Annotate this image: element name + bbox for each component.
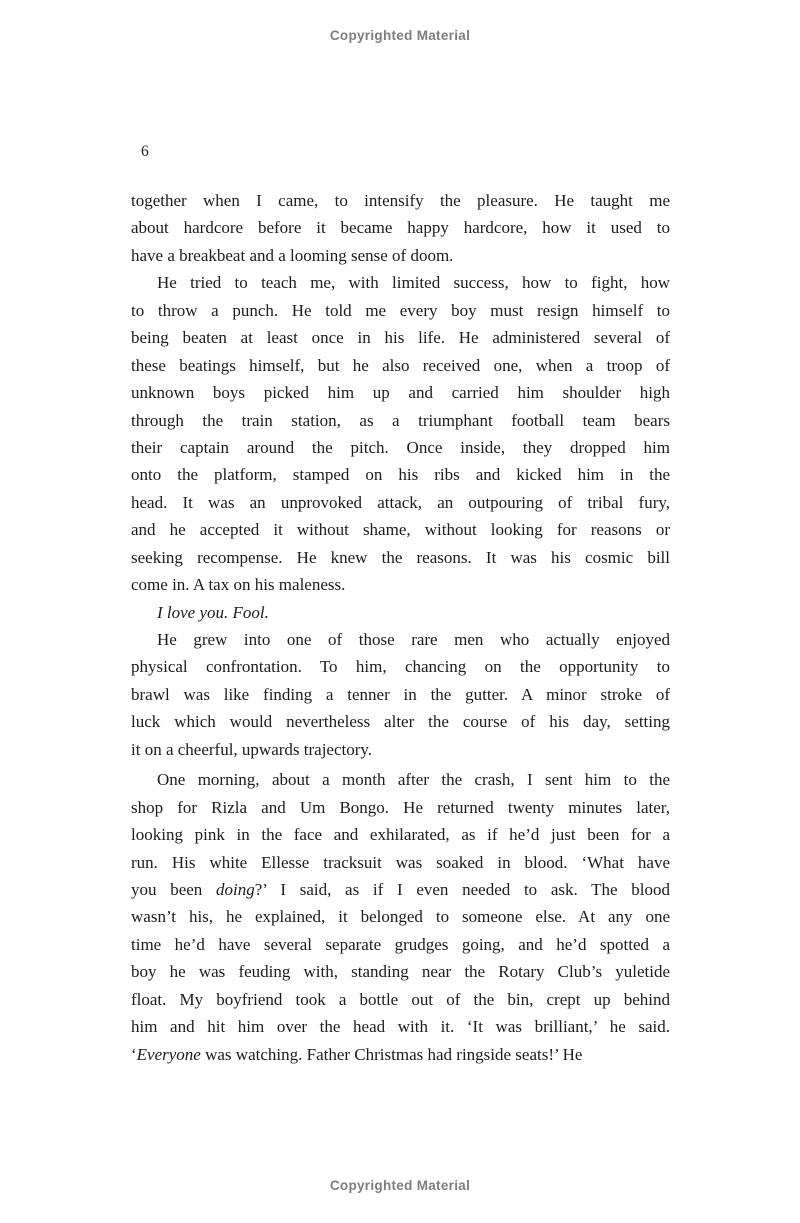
text-line: [131, 766, 670, 793]
text-segment: have a breakbeat and a looming sense of doom.: [131, 245, 454, 265]
text-segment: being beaten at least once in his life. He administered several of: [131, 328, 670, 348]
text-line: [131, 986, 670, 1013]
text-segment: come in. A tax on his maleness.: [131, 575, 346, 595]
paragraph: [131, 187, 670, 269]
text-segment: looking pink in the face and exhilarated, as if he’d just been for a: [131, 825, 670, 845]
text-line: [131, 214, 670, 241]
italic-text-segment: Everyone: [136, 1044, 201, 1064]
text-line: [131, 599, 670, 626]
text-line: [131, 931, 670, 958]
text-line: [131, 187, 670, 214]
text-line: [131, 379, 670, 406]
text-line: [131, 708, 670, 735]
text-segment: about hardcore before it became happy hardcore, how it used to: [131, 218, 670, 238]
text-line: [131, 1041, 670, 1068]
text-segment: boy he was feuding with, standing near the Rotary Club’s yuletide: [131, 962, 670, 982]
text-segment: He grew into one of those rare men who actually enjoyed: [157, 630, 670, 649]
text-line: [131, 297, 670, 324]
paragraph: [131, 766, 670, 1068]
text-segment: to throw a punch. He told me every boy must resign himself to: [131, 300, 670, 320]
text-segment: time he’d have several separate grudges going, and he’d spotted a: [131, 934, 670, 954]
text-line: [131, 876, 670, 903]
text-line: [131, 1013, 670, 1040]
text-segment: seeking recompense. He knew the reasons. It was his cosmic bill: [131, 547, 670, 567]
text-segment: brawl was like finding a tenner in the gutter. A minor stroke of: [131, 684, 670, 704]
text-segment: ?’ I said, as if I even needed to ask. The blood: [254, 879, 671, 899]
text-segment: him and hit him over the head with it. ‘It was brilliant,’ he said.: [131, 1017, 670, 1037]
text-segment: ‘: [131, 1044, 137, 1064]
text-line: [131, 626, 670, 653]
text-segment: these beatings himself, but he also received one, when a troop of: [131, 355, 670, 375]
body-text: [131, 187, 670, 1068]
text-segment: it on a cheerful, upwards trajectory.: [131, 739, 373, 759]
paragraph: [131, 269, 670, 598]
copyright-footer: Copyrighted Material: [329, 1178, 471, 1193]
text-line: [131, 681, 670, 708]
text-segment: was watching. Father Christmas had ringside seats!’ He: [200, 1044, 583, 1064]
text-line: [131, 736, 670, 763]
text-segment: unknown boys picked him up and carried him shoulder high: [131, 383, 670, 403]
text-line: [131, 352, 670, 379]
text-line: [131, 242, 670, 269]
text-segment: shop for Rizla and Um Bongo. He returned twenty minutes later,: [131, 797, 670, 817]
text-line: [131, 324, 670, 351]
text-line: [131, 407, 670, 434]
text-segment: onto the platform, stamped on his ribs and kicked him in the: [131, 465, 670, 485]
text-segment: and he accepted it without shame, without looking for reasons or: [131, 520, 670, 540]
text-segment: I love you. Fool.: [157, 602, 269, 622]
text-line: [131, 903, 670, 930]
text-segment: you been: [131, 879, 216, 899]
text-segment: their captain around the pitch. Once inside, they dropped him: [131, 437, 670, 457]
text-segment: physical confrontation. To him, chancing on the opportunity to: [131, 657, 670, 677]
text-segment: head. It was an unprovoked attack, an outpouring of tribal fury,: [131, 492, 670, 512]
text-line: [131, 821, 670, 848]
italic-text-segment: doing: [215, 879, 255, 899]
text-segment: float. My boyfriend took a bottle out of the bin, crept up behind: [131, 989, 670, 1009]
text-line: [131, 794, 670, 821]
text-segment: through the train station, as a triumphant football team bears: [131, 410, 670, 430]
text-line: [131, 849, 670, 876]
text-segment: luck which would nevertheless alter the course of his day, setting: [131, 712, 670, 732]
copyright-header: Copyrighted Material: [329, 28, 471, 43]
text-line: [131, 489, 670, 516]
paragraph: [131, 599, 670, 626]
text-line: [131, 544, 670, 571]
text-line: [131, 653, 670, 680]
text-line: [131, 516, 670, 543]
text-line: [131, 269, 670, 296]
text-segment: One morning, about a month after the crash, I sent him to the: [157, 770, 670, 790]
text-line: [131, 434, 670, 461]
page-number: 6: [141, 143, 149, 160]
text-segment: together when I came, to intensify the pleasure. He taught me: [131, 191, 670, 210]
text-line: [131, 958, 670, 985]
text-line: [131, 571, 670, 598]
text-segment: wasn’t his, he explained, it belonged to someone else. At any one: [131, 907, 670, 927]
paragraph: [131, 626, 670, 763]
text-segment: run. His white Ellesse tracksuit was soaked in blood. ‘What have: [131, 852, 670, 872]
text-line: [131, 461, 670, 488]
text-segment: He tried to teach me, with limited success, how to fight, how: [157, 273, 670, 293]
